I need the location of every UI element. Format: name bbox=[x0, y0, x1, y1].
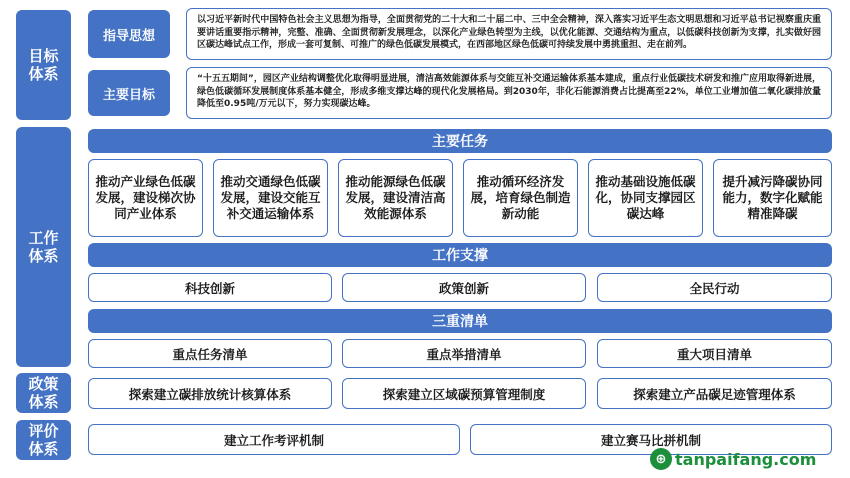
policy-item-3: 探索建立产品碳足迹管理体系 bbox=[597, 378, 832, 409]
support-item-1: 科技创新 bbox=[88, 273, 332, 302]
support-item-2: 政策创新 bbox=[342, 273, 586, 302]
policy-item-2: 探索建立区域碳预算管理制度 bbox=[342, 378, 586, 409]
guiding-text: 以习近平新时代中国特色社会主义思想为指导，全面贯彻党的二十大和二十届二中、三中全会精神，深入落实习近平生态文明思想和习近平总书记视察重庆重要讲话重要指示精神，完整、准确、全面贯彻新发展理念，以深化产业绿色转型为主线，以优化能源、交通结构为重点，以低碳科技创新为支撑，扎实做好园区碳达峰试点工作，形成一套可复制、可推广的绿色低碳发展模式，在西部地区绿色低碳可持续发展中勇挑重担、走在前列。 bbox=[186, 8, 832, 60]
task-card-1: 推动产业绿色低碳发展，建设梯次协同产业体系 bbox=[88, 159, 203, 237]
list-item-3: 重大项目清单 bbox=[597, 339, 832, 368]
main-goal-text: “十五五期间”，园区产业结构调整优化取得明显进展，清洁高效能源体系与交能互补交通运输体系基本建成，重点行业低碳技术研发和推广应用取得新进展，绿色低碳循环发展制度体系基本健全，形成多维支撑达峰的现代化发展格局。到2030年，非化石能源消费占比提高至22%，单位工业增加值二氧化碳排放量降低至0.95吨/万元以下，努力实现碳达峰。 bbox=[186, 67, 832, 119]
watermark-text: tanpaifang.com bbox=[675, 449, 817, 469]
eval-item-1: 建立工作考评机制 bbox=[88, 424, 460, 455]
section-eval-label: 评价体系 bbox=[28, 422, 59, 458]
list-item-2: 重点举措清单 bbox=[342, 339, 586, 368]
section-work bbox=[16, 127, 71, 367]
task-card-5: 推动基础设施低碳化，协同支撑园区碳达峰 bbox=[588, 159, 703, 237]
main-tasks-title: 主要任务 bbox=[88, 129, 832, 153]
list-item-1: 重点任务清单 bbox=[88, 339, 332, 368]
task-card-4: 推动循环经济发展，培育绿色制造新动能 bbox=[463, 159, 578, 237]
section-work-label: 工作体系 bbox=[28, 229, 59, 265]
section-policy-label: 政策体系 bbox=[28, 375, 59, 411]
policy-item-1: 探索建立碳排放统计核算体系 bbox=[88, 378, 332, 409]
lists-title: 三重清单 bbox=[88, 309, 832, 333]
section-goal bbox=[16, 10, 71, 120]
main-goal-label: 主要目标 bbox=[88, 70, 170, 116]
watermark bbox=[650, 446, 816, 472]
guiding-label: 指导思想 bbox=[88, 10, 170, 58]
support-item-3: 全民行动 bbox=[597, 273, 832, 302]
support-title: 工作支撑 bbox=[88, 243, 832, 267]
watermark-logo-icon: ⊕ bbox=[650, 448, 672, 470]
task-card-2: 推动交通绿色低碳发展，建设交能互补交通运输体系 bbox=[213, 159, 328, 237]
section-eval bbox=[16, 420, 71, 460]
task-card-3: 推动能源绿色低碳发展，建设清洁高效能源体系 bbox=[338, 159, 453, 237]
task-card-6: 提升减污降碳协同能力，数字化赋能精准降碳 bbox=[713, 159, 832, 237]
section-goal-label: 目标体系 bbox=[28, 47, 59, 83]
section-policy bbox=[16, 373, 71, 413]
eval-item-2: 建立赛马比拼机制 bbox=[470, 424, 832, 455]
